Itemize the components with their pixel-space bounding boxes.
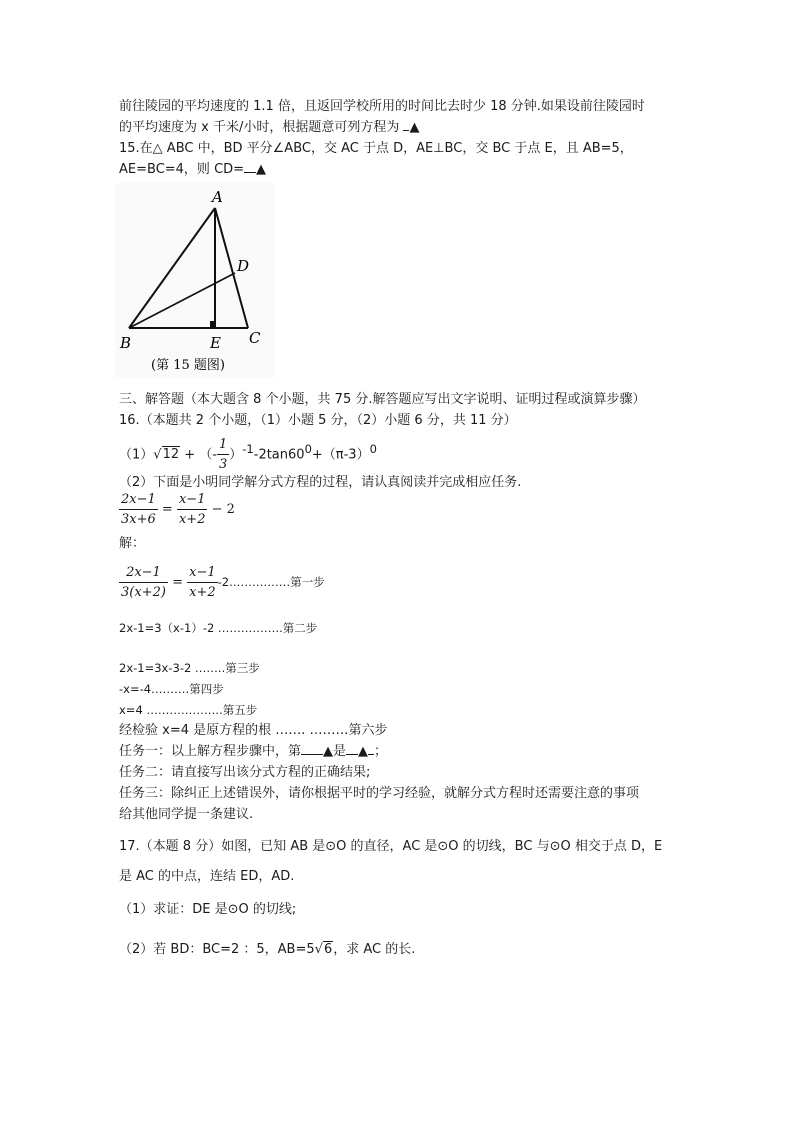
exponent: -1 — [242, 442, 254, 456]
question-16-1 — [119, 430, 377, 474]
text-segment: +（π-3） — [311, 447, 370, 463]
question-17-text: 17.（本题 8 分）如图，已知 AB 是⊙O 的直径，AC 是⊙O 的切线，BC 与⊙O 相交于点 D，E — [119, 839, 663, 854]
label-d: D — [237, 257, 250, 275]
right-angle-mark — [210, 321, 216, 327]
text-segment: ，求 AC 的长. — [333, 942, 416, 957]
text-segment: 是 — [333, 744, 347, 759]
question-17-2 — [119, 941, 415, 958]
text-segment: AE=BC=4，则 CD= — [119, 162, 245, 177]
solution-label: 解： — [119, 536, 146, 551]
figure-caption: (第 15 题图) — [151, 358, 225, 373]
label-a: A — [212, 188, 223, 206]
label-c: C — [249, 329, 261, 347]
step-2: 2x-1=3（x-1）-2 ……………..第二步 — [119, 621, 318, 635]
triangle-mark: ▲ — [358, 744, 369, 759]
sqrt-sign: √ — [314, 942, 323, 957]
text-segment: + （- — [180, 447, 217, 463]
sqrt-radicand: 6 — [323, 942, 333, 957]
text-segment: ） — [229, 447, 243, 463]
section-heading: 三、解答题（本大题含 8 个小题，共 75 分.解答题应写出文字说明、证明过程或演算步骤） — [119, 392, 646, 407]
question-15-text: 15.在△ ABC 中，BD 平分∠ABC，交 AC 于点 D，AE⊥BC，交 BC 于点 E，且 AB=5， — [119, 141, 633, 156]
fraction: $\frac{x-1}{x+2}$ — [178, 492, 206, 527]
exponent: 0 — [304, 442, 312, 456]
question-16-heading: 16.（本题共 2 个小题，（1）小题 5 分，（2）小题 6 分，共 11 分） — [119, 413, 517, 428]
task-3: 任务三：除纠正上述错误外，请你根据平时的学习经验，就解分式方程时还需要注意的事项 — [119, 786, 640, 801]
task-3: 给其他同学提一条建议. — [119, 807, 254, 822]
text-segment: （2）若 BD：BC=2 ：5，AB=5 — [119, 942, 315, 957]
text-segment: ； — [374, 744, 388, 759]
text-segment: -2tan60 — [253, 447, 305, 463]
task-1 — [119, 743, 387, 760]
sqrt-sign: √ — [153, 447, 162, 463]
step-1 — [119, 562, 325, 603]
triangle-mark: ▲ — [409, 120, 420, 135]
text-segment: 任务一：以上解方程步骤中，第 — [119, 744, 302, 759]
question-16-2: （2）下面是小明同学解分式方程的过程，请认真阅读并完成相应任务. — [119, 475, 522, 490]
text-segment: 的平均速度为 x 千米/小时，根据题意可列方程为 — [119, 120, 400, 135]
label-b: B — [120, 334, 132, 352]
sqrt-radicand: 12 — [162, 447, 180, 463]
text-segment: -2.……………第一步 — [217, 575, 325, 589]
answer-blank — [301, 754, 323, 755]
label-e: E — [210, 334, 221, 352]
task-2: 任务二：请直接写出该分式方程的正确结果; — [119, 765, 371, 780]
fraction: $\frac{2x-1}{3x+6}$ — [121, 492, 156, 527]
fraction: $\frac{1}{3}$ — [218, 437, 228, 473]
equation — [119, 490, 235, 530]
equals-sign: = — [161, 502, 173, 517]
triangle-mark: ▲ — [256, 162, 267, 177]
answer-blank — [244, 172, 256, 173]
equals-sign: = — [172, 575, 183, 590]
step-3: 2x-1=3x-3-2 ……..第三步 — [119, 661, 260, 675]
step-6: 经检验 x=4 是原方程的根 ……. ………第六步 — [119, 723, 388, 738]
question-17-1: （1）求证：DE 是⊙O 的切线; — [119, 902, 297, 917]
step-5: x=4 ………………..第五步 — [119, 703, 258, 717]
step-4: -x=-4……….第四步 — [119, 682, 224, 696]
question-15-text — [119, 161, 266, 178]
text-segment: − 2 — [211, 502, 235, 517]
fraction: $\frac{x-1}{x+2}$ — [189, 565, 216, 600]
text-segment: （1） — [119, 447, 154, 463]
fraction: $\frac{2x-1}{3(x+2)}$ — [121, 565, 166, 600]
text-line — [119, 119, 419, 136]
question-17-text: 是 AC 的中点，连结 ED，AD. — [119, 869, 295, 884]
answer-blank — [346, 754, 358, 755]
triangle-figure — [115, 183, 275, 378]
triangle-mark: ▲ — [323, 744, 334, 759]
exponent: 0 — [369, 442, 377, 456]
text-line: 前往陵园的平均速度的 1.1 倍，且返回学校所用的时间比去时少 18 分钟.如果设前往陵园时 — [119, 99, 645, 114]
